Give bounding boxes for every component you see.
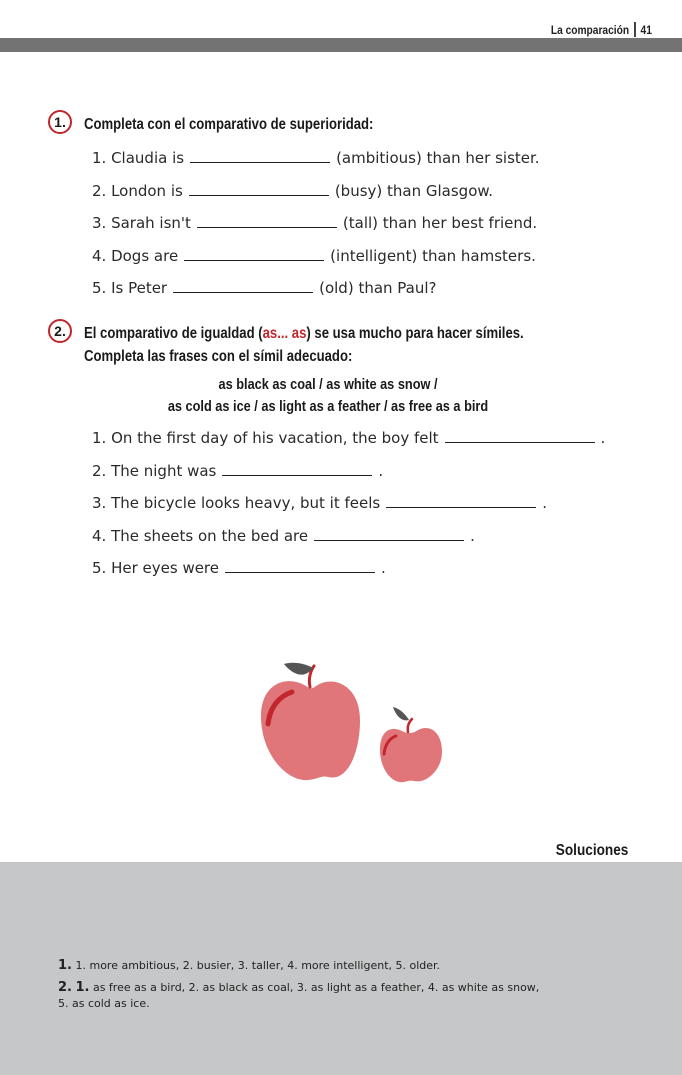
exercise-1 bbox=[48, 113, 540, 305]
exercise-2 bbox=[48, 322, 608, 585]
answer-blank[interactable] bbox=[190, 152, 330, 163]
list-item: 3. Sarah isn't (tall) than her best friend. bbox=[92, 214, 538, 232]
answer-blank[interactable] bbox=[386, 497, 536, 508]
answer-blank[interactable] bbox=[197, 217, 337, 228]
apples-illustration bbox=[256, 656, 456, 786]
apple-large-icon bbox=[261, 663, 360, 780]
list-item: 5. Her eyes were . bbox=[92, 559, 386, 577]
highlight-as-as: as... as bbox=[262, 325, 307, 342]
header-bar bbox=[0, 38, 682, 52]
similes-line-2: as cold as ice / as light as a feather / as free as a bird bbox=[167, 398, 489, 415]
list-item: 1. On the first day of his vacation, the boy felt . bbox=[92, 429, 606, 447]
exercise-2-title: El comparativo de igualdad (as... as) se usa mucho para hacer símiles. bbox=[84, 325, 524, 342]
solution-2: 2. 1. as free as a bird, 2. as black as coal, 3. as light as a feather, 4. as white as snow, bbox=[58, 980, 540, 995]
exercise-1-list bbox=[92, 142, 540, 305]
exercise-1-title: Completa con el comparativo de superioridad: bbox=[84, 116, 374, 133]
list-item: 4. Dogs are (intelligent) than hamsters. bbox=[92, 246, 536, 265]
page-number: 41 bbox=[640, 23, 652, 37]
answer-blank[interactable] bbox=[314, 530, 464, 541]
section-title: La comparación bbox=[550, 23, 630, 37]
answer-blank[interactable] bbox=[189, 185, 329, 196]
exercise-2-heading bbox=[48, 322, 608, 368]
answer-blank[interactable] bbox=[184, 250, 324, 261]
running-header bbox=[551, 22, 652, 37]
similes-box bbox=[48, 374, 608, 418]
exercise-2-list bbox=[92, 422, 608, 585]
header-separator bbox=[634, 22, 635, 37]
list-item: 1. Claudia is (ambitious) than her sister. bbox=[92, 149, 540, 167]
list-item: 3. The bicycle looks heavy, but it feels . bbox=[92, 494, 547, 512]
similes-line-1: as black as coal / as white as snow / bbox=[218, 376, 438, 393]
list-item: 5. Is Peter (old) than Paul? bbox=[92, 279, 437, 297]
list-item: 4. The sheets on the bed are . bbox=[92, 526, 475, 545]
solutions-text bbox=[58, 958, 539, 1012]
solution-2-line-2: 5. as cold as ice. bbox=[58, 997, 150, 1010]
list-item: 2. London is (busy) than Glasgow. bbox=[92, 181, 494, 200]
solutions-panel bbox=[0, 862, 682, 1075]
solutions-heading: Soluciones bbox=[555, 842, 628, 859]
answer-blank[interactable] bbox=[222, 465, 372, 476]
exercise-number-badge: 2. bbox=[48, 319, 72, 343]
list-item: 2. The night was . bbox=[92, 461, 384, 480]
solution-1: 1. 1. more ambitious, 2. busier, 3. taller, 4. more intelligent, 5. older. bbox=[58, 958, 441, 973]
answer-blank[interactable] bbox=[445, 432, 595, 443]
exercise-number-badge: 1. bbox=[48, 110, 72, 134]
apple-small-icon bbox=[380, 707, 442, 782]
answer-blank[interactable] bbox=[173, 282, 313, 293]
answer-blank[interactable] bbox=[225, 562, 375, 573]
exercise-1-heading bbox=[48, 113, 540, 136]
exercise-2-subtitle: Completa las frases con el símil adecuado: bbox=[84, 348, 353, 365]
